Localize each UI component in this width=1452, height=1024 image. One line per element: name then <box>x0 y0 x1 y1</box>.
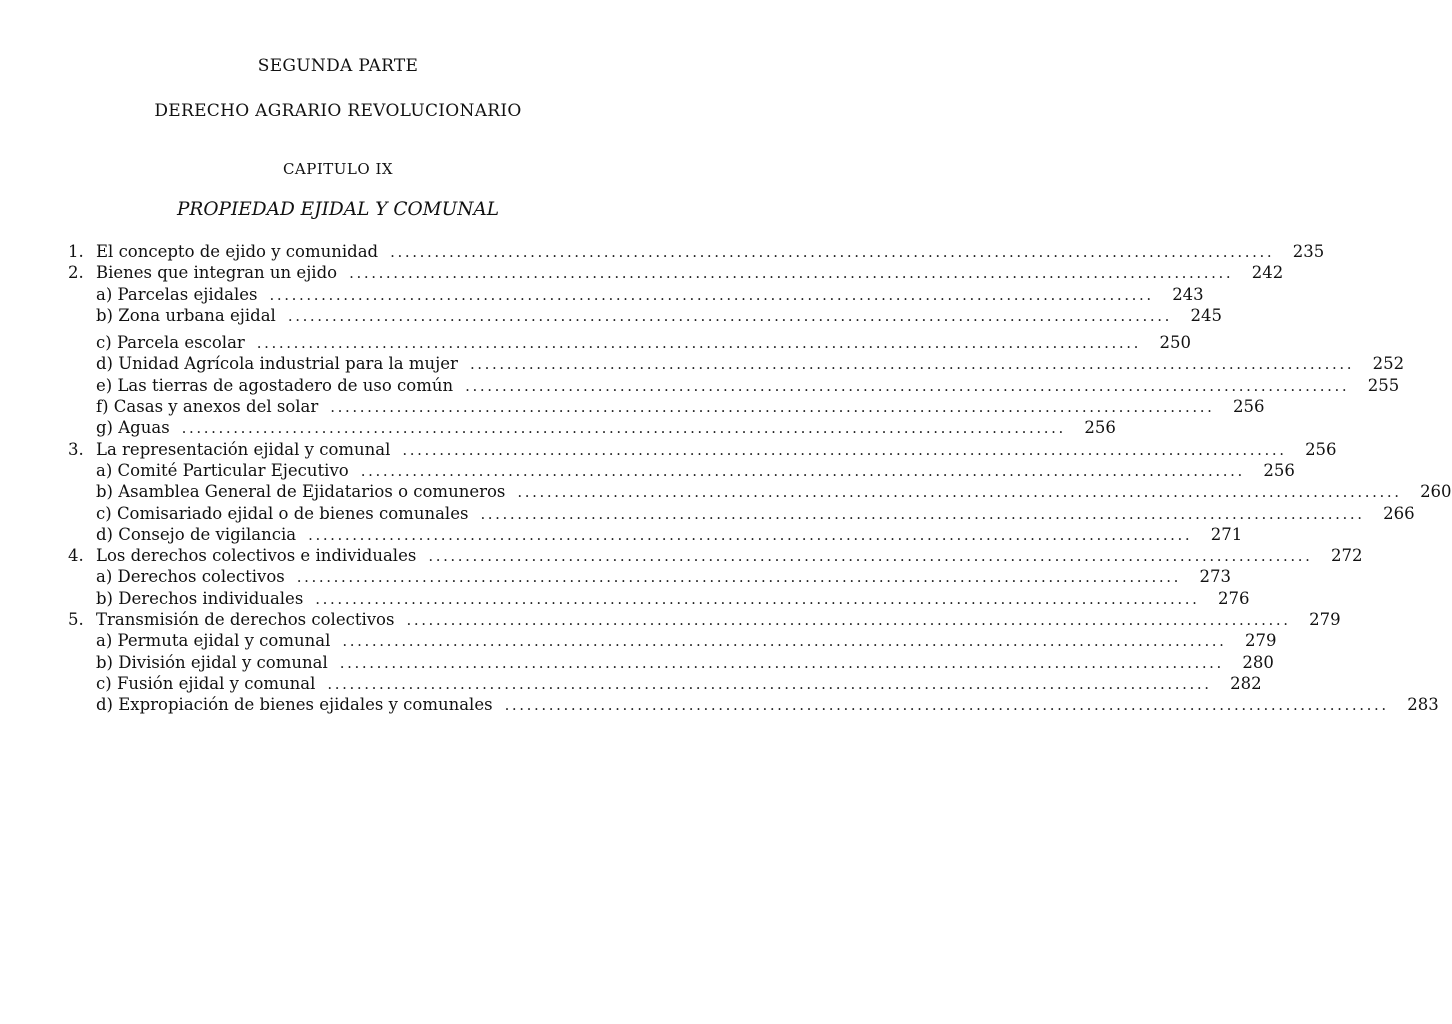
dot-leader: ........................................................................................................................ <box>390 243 1275 261</box>
toc-entry-letter: c) <box>96 333 112 353</box>
toc-entry <box>68 673 1262 694</box>
toc-entry <box>68 545 1363 566</box>
toc-entry <box>68 566 1231 587</box>
toc-entry-label: Permuta ejidal y comunal <box>117 631 331 651</box>
toc-entry-label: Comité Particular Ejecutivo <box>117 460 349 480</box>
dot-leader: ........................................................................................................................ <box>504 696 1389 715</box>
part-title: SEGUNDA PARTE <box>257 56 419 76</box>
toc-entry <box>68 332 1191 353</box>
toc-entry-label: Unidad Agrícola industrial para la mujer <box>118 354 458 374</box>
toc-entry-label: Casas y anexos del solar <box>113 397 319 417</box>
toc-entry-letter: a) <box>96 460 113 480</box>
toc-entry <box>68 353 1405 374</box>
dot-leader: ........................................................................................................................ <box>287 306 1172 325</box>
toc-entry-page: 256 <box>1084 418 1116 438</box>
toc-entry-label: Aguas <box>118 418 170 438</box>
dot-leader: ........................................................................................................................ <box>517 483 1402 502</box>
toc-entry-letter: a) <box>96 284 113 304</box>
toc-entry-label: Los derechos colectivos e individuales <box>96 546 417 566</box>
dot-leader: ........................................................................................................................ <box>428 547 1313 566</box>
chapter-number: CAPITULO IX <box>282 160 394 178</box>
toc-entry <box>68 524 1243 545</box>
dot-leader: ........................................................................................................................ <box>296 568 1181 587</box>
toc-entry-page: 272 <box>1331 546 1363 566</box>
toc-entry <box>68 262 1284 283</box>
toc-entry <box>68 481 1452 502</box>
dot-leader: ........................................................................................................................ <box>339 653 1224 672</box>
toc-entry-page: 256 <box>1263 460 1295 480</box>
toc-entry-page: 252 <box>1372 354 1405 374</box>
toc-entry-label: Parcela escolar <box>116 333 245 353</box>
toc-entry-letter: g) <box>96 418 113 438</box>
toc-entry-label: División ejidal y comunal <box>118 652 328 672</box>
toc-entry-letter: c) <box>96 673 112 693</box>
dot-leader: ........................................................................................................................ <box>327 674 1212 693</box>
toc-entry-page: 282 <box>1230 673 1262 693</box>
dot-leader: ........................................................................................................................ <box>330 398 1215 417</box>
toc-entry-page: 276 <box>1217 588 1250 608</box>
toc-entry-letter: e) <box>96 375 113 395</box>
toc-entry-page: 260 <box>1420 482 1452 502</box>
toc-entry-page: 250 <box>1159 333 1191 353</box>
toc-entry <box>68 375 1400 396</box>
dot-leader: ........................................................................................................................ <box>360 461 1245 480</box>
toc-entry <box>68 439 1337 460</box>
toc-entry-letter: a) <box>96 567 113 587</box>
toc-entry-number: 5. <box>68 610 84 630</box>
toc-entry-number: 2. <box>68 263 84 283</box>
toc-entry-letter: d) <box>96 354 113 374</box>
toc-entry-letter: f) <box>96 397 109 417</box>
toc-entry <box>68 630 1277 651</box>
toc-entry-label: Las tierras de agostadero de uso común <box>117 375 454 395</box>
toc-entry-label: La representación ejidal y comunal <box>96 439 391 459</box>
toc-entry-page: 280 <box>1242 652 1274 672</box>
chapter-title: PROPIEDAD EJIDAL Y COMUNAL <box>176 199 500 220</box>
toc-entry-letter: d) <box>96 524 113 544</box>
dot-leader: ........................................................................................................................ <box>402 440 1287 459</box>
toc-entry-page: 279 <box>1309 610 1341 630</box>
toc-entry-letter: b) <box>96 588 113 608</box>
toc-entry-page: 242 <box>1251 263 1284 283</box>
toc-entry <box>68 284 1204 305</box>
toc-entry-page: 255 <box>1367 375 1400 395</box>
toc-entry-page: 235 <box>1292 242 1325 261</box>
toc-entry-label: Zona urbana ejidal <box>118 305 276 325</box>
toc-entry-label: Transmisión de derechos colectivos <box>96 610 395 630</box>
toc-entry-number: 1. <box>68 242 84 261</box>
toc-entry-label: Comisariado ejidal o de bienes comunales <box>116 503 469 523</box>
dot-leader: ........................................................................................................................ <box>269 285 1154 304</box>
toc-entry-label: Bienes que integran un ejido <box>96 263 338 283</box>
table-of-contents <box>68 241 1452 716</box>
toc-entry <box>68 417 1116 438</box>
dot-leader: ........................................................................................................................ <box>480 504 1365 523</box>
toc-entry-label: Expropiación de bienes ejidales y comunales <box>118 695 493 715</box>
toc-entry-page: 256 <box>1305 439 1337 459</box>
toc-entry-label: Consejo de vigilancia <box>118 524 297 544</box>
toc-entry-page: 273 <box>1199 567 1231 587</box>
toc-entry-letter: d) <box>96 695 113 715</box>
toc-entry <box>68 694 1439 715</box>
dot-leader: ........................................................................................................................ <box>469 355 1355 374</box>
toc-entry-letter: b) <box>96 652 113 672</box>
toc-entry-label: Derechos individuales <box>118 588 304 608</box>
dot-leader: ........................................................................................................................ <box>308 525 1193 544</box>
toc-entry <box>68 460 1295 481</box>
toc-entry <box>68 588 1250 609</box>
toc-entry <box>68 241 1325 262</box>
toc-entry-label: Parcelas ejidales <box>117 284 258 304</box>
toc-entry-page: 256 <box>1232 397 1265 417</box>
toc-entry <box>68 305 1222 326</box>
toc-entry-letter: b) <box>96 482 113 502</box>
toc-entry-number: 4. <box>68 546 84 566</box>
dot-leader: ........................................................................................................................ <box>342 632 1227 651</box>
toc-entry <box>68 503 1415 524</box>
dot-leader: ........................................................................................................................ <box>406 611 1291 630</box>
toc-entry-label: Fusión ejidal y comunal <box>116 673 316 693</box>
toc-entry-page: 283 <box>1407 695 1439 715</box>
toc-entry <box>68 609 1341 630</box>
toc-entry-page: 245 <box>1190 305 1222 325</box>
toc-entry-letter: a) <box>96 631 113 651</box>
toc-entry-number: 3. <box>68 439 84 459</box>
dot-leader: ........................................................................................................................ <box>349 264 1234 283</box>
toc-entry-letter: b) <box>96 305 113 325</box>
toc-entry-label: El concepto de ejido y comunidad <box>96 242 379 261</box>
toc-entry-letter: c) <box>96 503 112 523</box>
dot-leader: ........................................................................................................................ <box>315 589 1200 608</box>
toc-entry <box>68 396 1265 417</box>
toc-entry-label: Derechos colectivos <box>117 567 285 587</box>
dot-leader: ........................................................................................................................ <box>181 419 1066 438</box>
toc-entry-label: Asamblea General de Ejidatarios o comuneros <box>118 482 506 502</box>
toc-entry-page: 271 <box>1210 524 1243 544</box>
dot-leader: ........................................................................................................................ <box>256 334 1141 353</box>
dot-leader: ........................................................................................................................ <box>465 376 1350 395</box>
toc-entry-page: 243 <box>1172 284 1204 304</box>
toc-entry <box>68 652 1274 673</box>
toc-entry-page: 266 <box>1383 503 1415 523</box>
toc-entry-page: 279 <box>1245 631 1277 651</box>
section-title: DERECHO AGRARIO REVOLUCIONARIO <box>154 101 522 121</box>
